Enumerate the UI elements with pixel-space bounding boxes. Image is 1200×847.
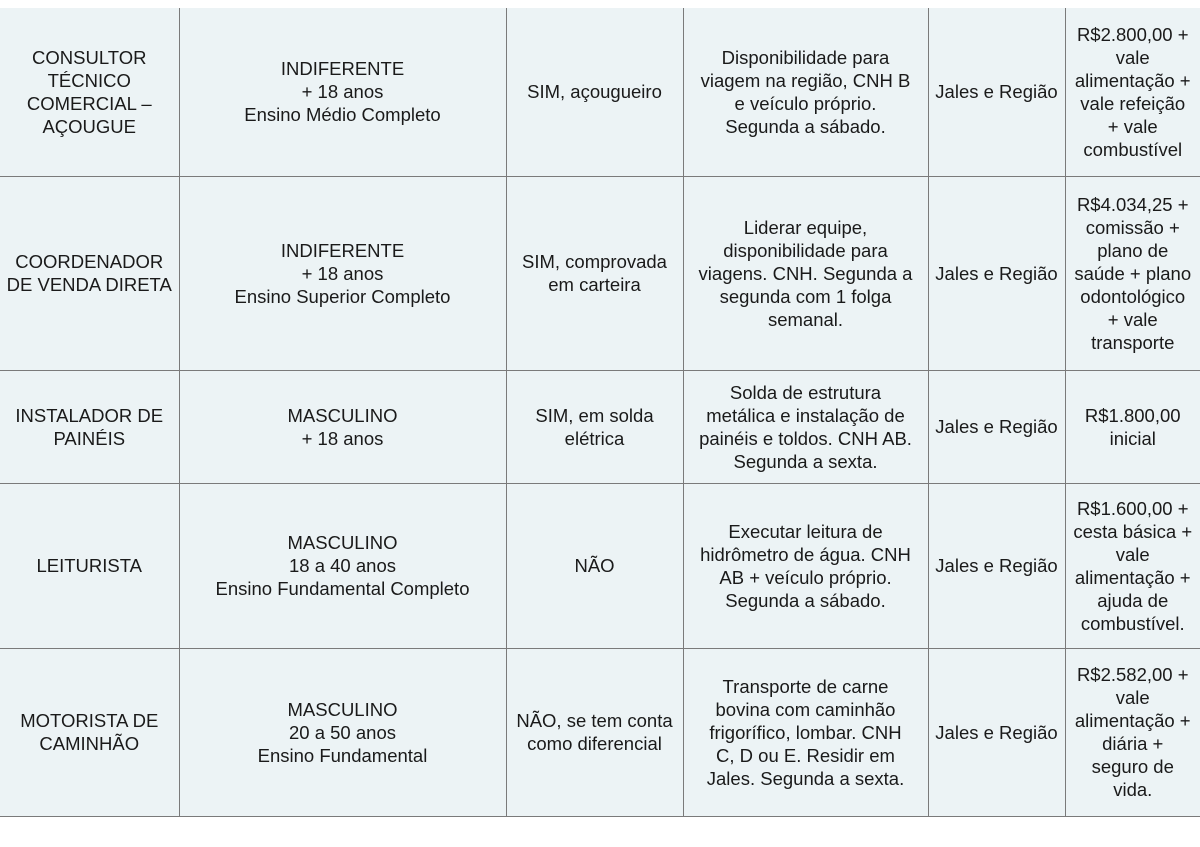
cell-salario: R$2.582,00 + vale alimentação + diária + seguro de vida. (1065, 648, 1200, 816)
cell-cargo: COORDENADOR DE VENDA DIRETA (0, 176, 179, 370)
cell-requisitos: Transporte de carne bovina com caminhão frigorífico, lombar. CNH C, D ou E. Residir em Jales. Segunda a sexta. (683, 648, 928, 816)
cell-perfil: MASCULINO 18 a 40 anos Ensino Fundamental Completo (179, 483, 506, 648)
table-row (0, 483, 1200, 648)
table-row (0, 370, 1200, 483)
cell-cargo: MOTORISTA DE CAMINHÃO (0, 648, 179, 816)
table-row (0, 8, 1200, 176)
cell-salario: R$4.034,25 + comissão + plano de saúde + plano odontológico + vale transporte (1065, 176, 1200, 370)
cell-requisitos: Solda de estrutura metálica e instalação de painéis e toldos. CNH AB. Segunda a sexta. (683, 370, 928, 483)
cell-salario: R$1.800,00 inicial (1065, 370, 1200, 483)
cell-requisitos: Disponibilidade para viagem na região, CNH B e veículo próprio. Segunda a sábado. (683, 8, 928, 176)
cell-local: Jales e Região (928, 370, 1065, 483)
cell-cargo: CONSULTOR TÉCNICO COMERCIAL – AÇOUGUE (0, 8, 179, 176)
cell-salario: R$1.600,00 + cesta básica + vale alimentação + ajuda de combustível. (1065, 483, 1200, 648)
table-row (0, 648, 1200, 816)
job-listings-table (0, 8, 1200, 817)
cell-perfil: INDIFERENTE + 18 anos Ensino Médio Completo (179, 8, 506, 176)
cell-experiencia: NÃO, se tem conta como diferencial (506, 648, 683, 816)
cell-perfil: MASCULINO + 18 anos (179, 370, 506, 483)
cell-cargo: INSTALADOR DE PAINÉIS (0, 370, 179, 483)
cell-local: Jales e Região (928, 8, 1065, 176)
cell-experiencia: SIM, comprovada em carteira (506, 176, 683, 370)
cell-requisitos: Executar leitura de hidrômetro de água. CNH AB + veículo próprio. Segunda a sábado. (683, 483, 928, 648)
table-row (0, 176, 1200, 370)
cell-experiencia: SIM, em solda elétrica (506, 370, 683, 483)
cell-salario: R$2.800,00 + vale alimentação + vale refeição + vale combustível (1065, 8, 1200, 176)
cell-perfil: INDIFERENTE + 18 anos Ensino Superior Completo (179, 176, 506, 370)
cell-local: Jales e Região (928, 648, 1065, 816)
cell-cargo: LEITURISTA (0, 483, 179, 648)
cell-experiencia: SIM, açougueiro (506, 8, 683, 176)
cell-experiencia: NÃO (506, 483, 683, 648)
cell-local: Jales e Região (928, 483, 1065, 648)
cell-requisitos: Liderar equipe, disponibilidade para viagens. CNH. Segunda a segunda com 1 folga semanal. (683, 176, 928, 370)
cell-local: Jales e Região (928, 176, 1065, 370)
cell-perfil: MASCULINO 20 a 50 anos Ensino Fundamental (179, 648, 506, 816)
